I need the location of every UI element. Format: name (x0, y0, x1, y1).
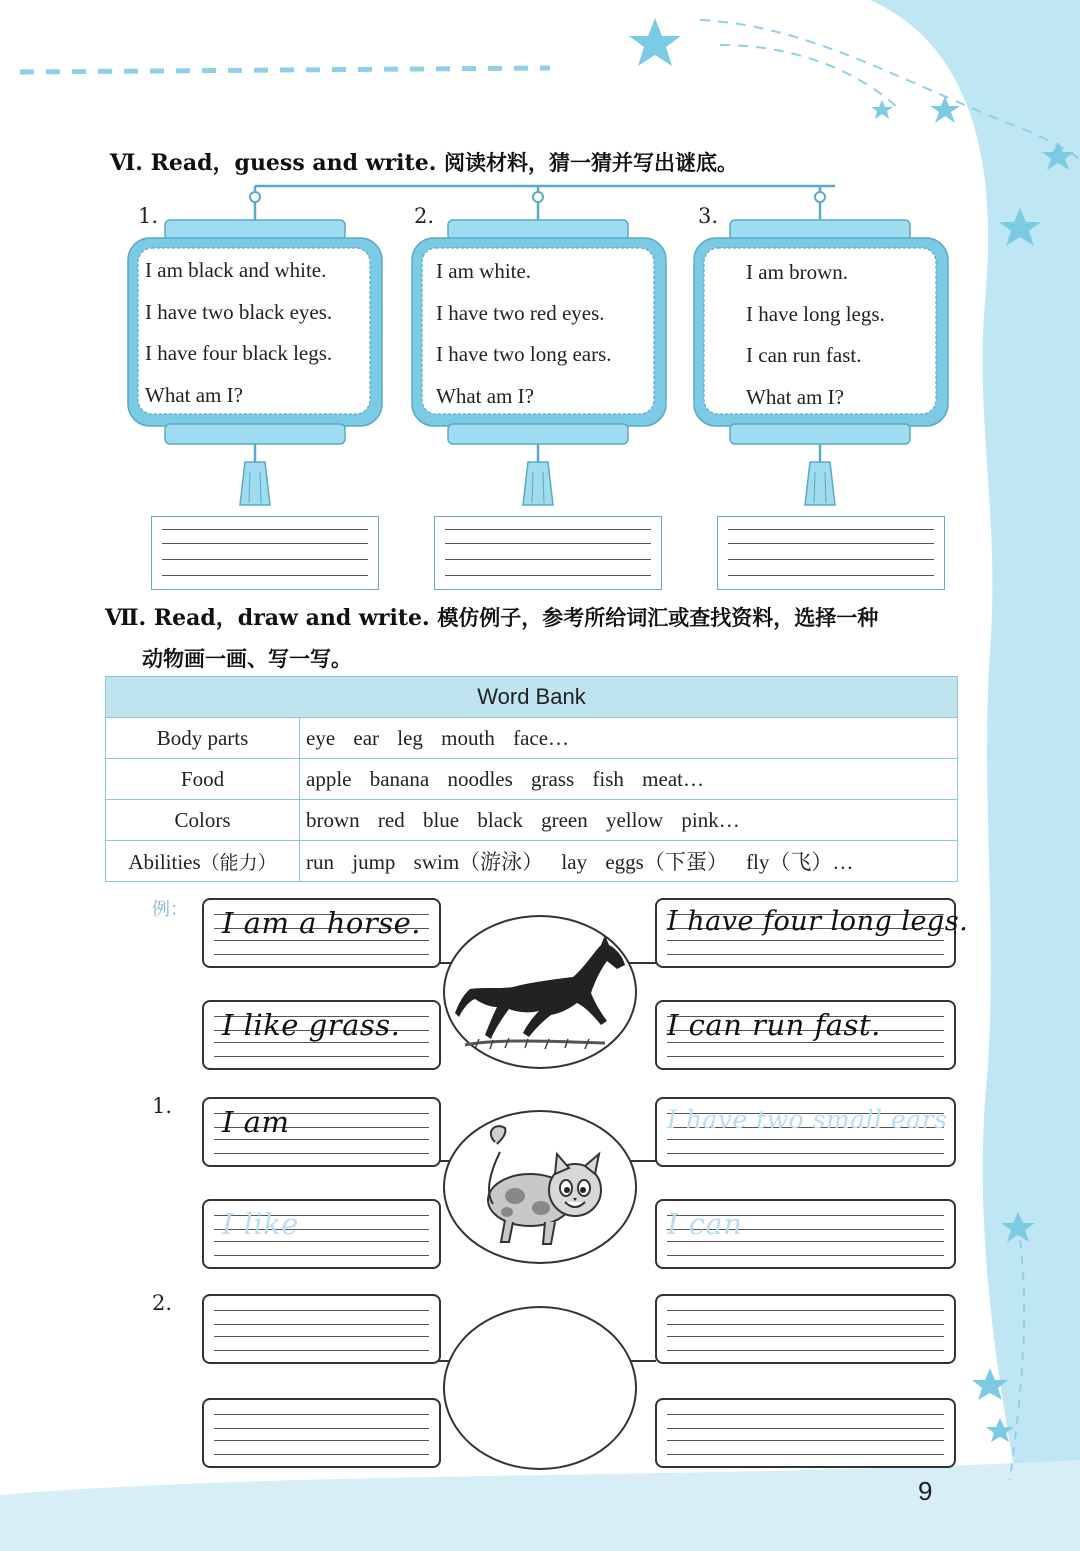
category-label: Food (180, 766, 225, 791)
item-1-box-top-right[interactable] (655, 1097, 956, 1167)
horse-icon (445, 917, 635, 1067)
section-6-title-en: Read，guess and write. (150, 150, 437, 176)
word-bank-words: brown red blue black green yellow pink… (300, 800, 958, 841)
section-7-title-cn-2: 动物画一画、写一写。 (142, 647, 352, 671)
riddle-1-line: What am I? (145, 382, 243, 407)
word-bank-words: eye ear leg mouth face… (300, 718, 958, 759)
section-7-roman: Ⅶ. (105, 605, 147, 631)
item-1-text-top-right: I have two small ears (667, 1105, 948, 1134)
section-6-roman: Ⅵ. (110, 150, 143, 176)
riddle-2-answer-box[interactable] (434, 516, 662, 590)
riddle-3-line: I have long legs. (746, 301, 885, 326)
item-1-box-top-left[interactable] (202, 1097, 441, 1167)
example-box-bottom-right (655, 1000, 956, 1070)
section-7-title-line2 (142, 643, 352, 673)
word-bank-row (106, 759, 958, 800)
riddle-3-line: I am brown. (746, 260, 849, 284)
riddle-1-answer-box[interactable] (151, 516, 379, 590)
example-text-bottom-right: I can run fast. (667, 1008, 881, 1042)
example-text-bottom-left: I like grass. (222, 1008, 401, 1042)
word-bank-row (106, 718, 958, 759)
item-1-text-top-left: I am (222, 1105, 290, 1139)
category-label-cn: （能力） (200, 851, 277, 874)
item-1-number: 1. (152, 1094, 173, 1118)
item-2-box-bottom-right[interactable] (655, 1398, 956, 1468)
riddle-2-number: 2. (414, 204, 435, 228)
riddle-2-text (436, 251, 612, 417)
example-text-top-right: I have four long legs. (667, 906, 969, 937)
riddle-2-line: I have two long ears. (436, 342, 612, 366)
item-1-text-bottom-left: I like (222, 1207, 299, 1241)
riddle-3-number: 3. (698, 204, 719, 228)
example-text-top-left: I am a horse. (222, 906, 421, 940)
riddle-3-line: What am I? (746, 384, 844, 409)
section-7-title-cn: 模仿例子，参考所给词汇或查找资料，选择一种 (437, 606, 879, 630)
example-box-bottom-left (202, 1000, 441, 1070)
category-label: Colors (174, 807, 231, 832)
item-2-drawing-oval[interactable] (443, 1306, 637, 1470)
item-2-box-bottom-left[interactable] (202, 1398, 441, 1468)
riddle-3-text (746, 252, 885, 418)
riddle-2-line: I have two red eyes. (436, 300, 605, 325)
section-7-title (105, 601, 878, 632)
riddle-1-line: I have two black eyes. (145, 299, 333, 324)
riddle-1-line: I am black and white. (145, 258, 327, 282)
riddle-3-line: I can run fast. (746, 343, 862, 367)
word-bank-category (106, 800, 300, 841)
word-bank-words: apple banana noodles grass fish meat… (300, 759, 958, 800)
item-2-box-top-right[interactable] (655, 1294, 956, 1364)
riddle-2-line: I am white. (436, 259, 532, 283)
section-6-title-cn: 阅读材料，猜一猜并写出谜底。 (444, 151, 739, 175)
example-picture-oval (443, 915, 637, 1069)
word-bank-row (106, 800, 958, 841)
word-bank-table (105, 676, 958, 882)
item-2-number: 2. (152, 1291, 173, 1315)
riddle-3-answer-box[interactable] (717, 516, 945, 590)
riddle-1-number: 1. (138, 204, 159, 228)
riddle-1-line: I have four black legs. (145, 341, 333, 365)
example-label: 例： (152, 899, 188, 920)
item-1-text-bottom-right: I can (667, 1207, 743, 1241)
word-bank-category (106, 841, 300, 882)
word-bank-category (106, 759, 300, 800)
cat-icon (445, 1112, 635, 1262)
item-1-box-bottom-right[interactable] (655, 1199, 956, 1269)
section-7-title-en: Read，draw and write. (153, 605, 430, 631)
example-box-top-right (655, 898, 969, 968)
example-box-top-left (202, 898, 441, 968)
item-2-box-top-left[interactable] (202, 1294, 441, 1364)
category-label: Abilities (128, 849, 201, 874)
item-1-box-bottom-left[interactable] (202, 1199, 441, 1269)
word-bank-words: run jump swim（游泳） lay eggs（下蛋） fly（飞）… (300, 841, 958, 882)
word-bank-title: Word Bank (106, 677, 958, 718)
category-label: Body parts (156, 725, 249, 750)
page-number: 9 (918, 1476, 933, 1506)
item-1-picture-oval (443, 1110, 637, 1264)
riddle-2-line: What am I? (436, 383, 534, 408)
word-bank-category (106, 718, 300, 759)
word-bank-row (106, 841, 958, 882)
riddle-1-text (145, 250, 332, 416)
